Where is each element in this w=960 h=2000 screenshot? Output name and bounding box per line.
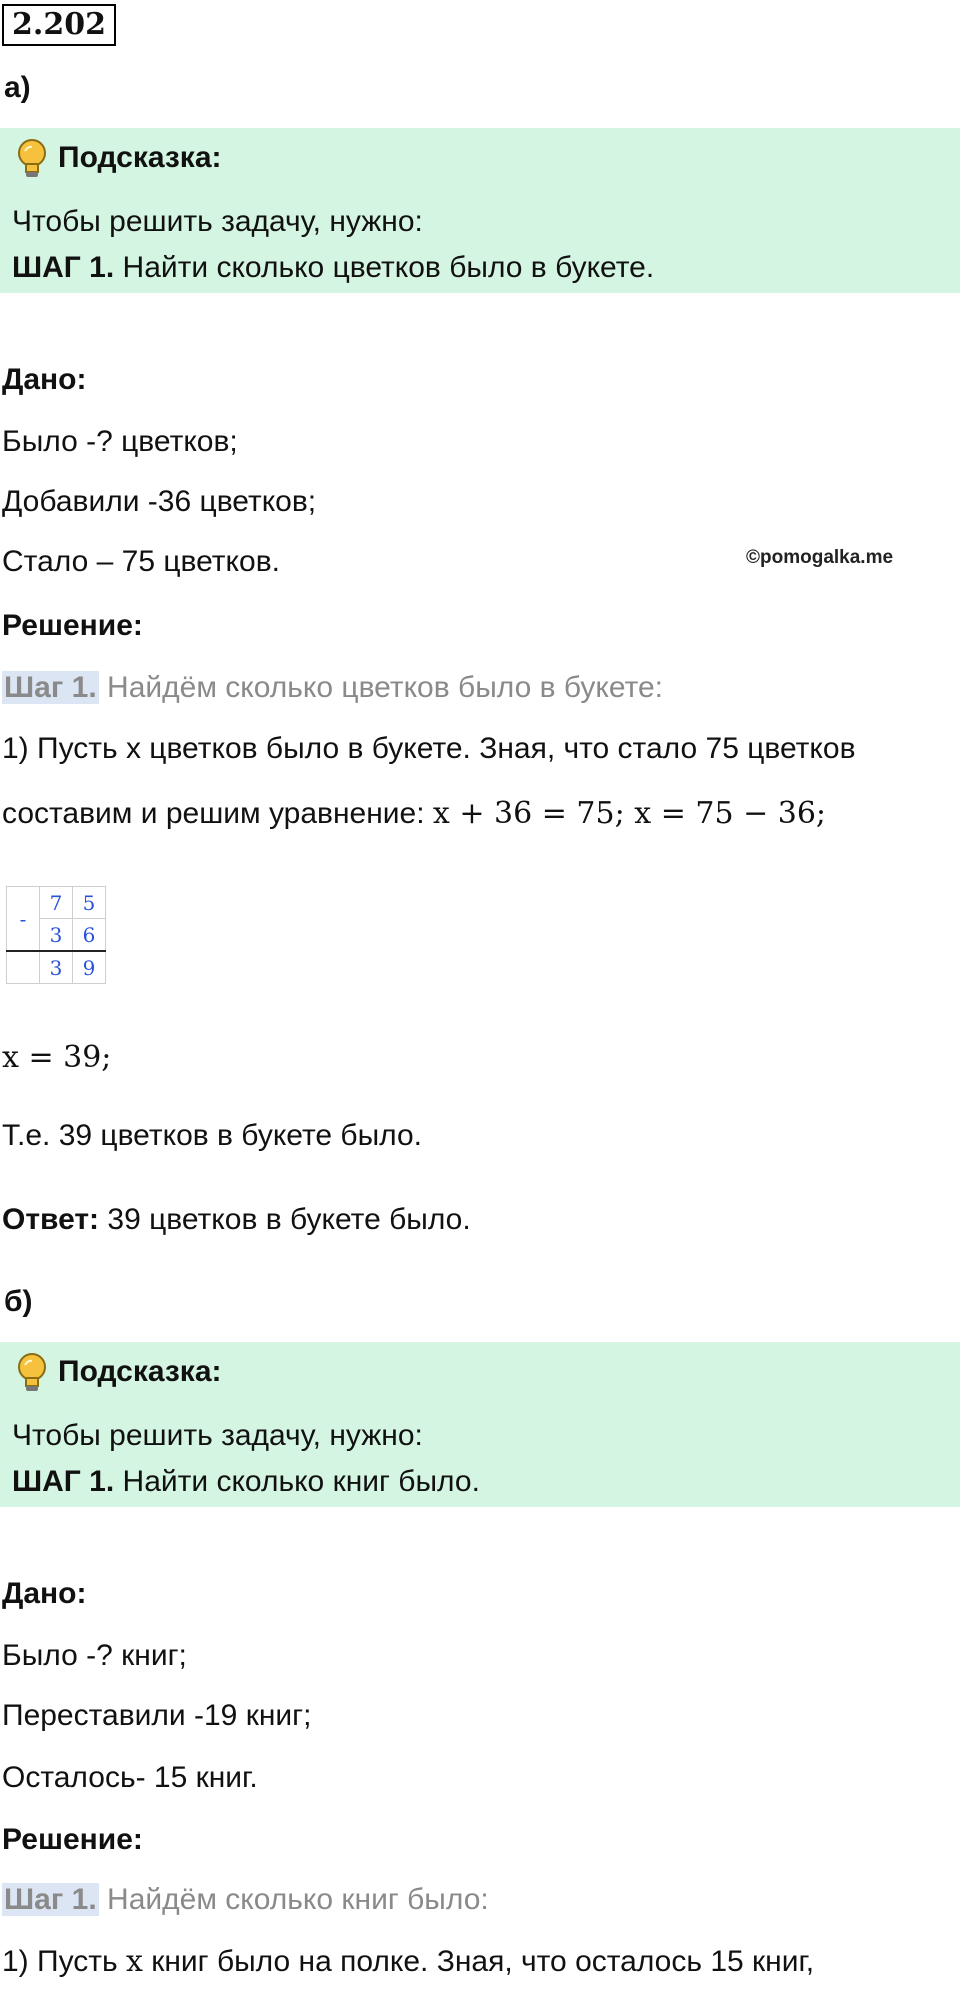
calc-digit: 9	[73, 951, 106, 984]
equation-intro: составим и решим уравнение:	[2, 797, 433, 830]
step-text: Найдём сколько книг было:	[98, 1883, 489, 1916]
solution-line-a-2	[2, 796, 826, 832]
solution-line-a-1: 1) Пусть х цветков было в букете. Зная, что стало 75 цветков	[2, 732, 856, 765]
step-label: Шаг 1.	[4, 671, 97, 704]
conclusion-a: Т.е. 39 цветков в букете было.	[2, 1119, 422, 1152]
hint-box-a	[0, 128, 960, 293]
hint-step	[12, 1464, 480, 1500]
hint-title: Подсказка:	[58, 141, 222, 174]
calc-empty-cell	[7, 951, 40, 984]
given-title-a: Дано:	[2, 363, 87, 396]
step-text: Найдём сколько цветков было в букете:	[98, 671, 663, 704]
watermark: ©pomogalka.me	[746, 547, 894, 568]
subtraction-column	[6, 886, 106, 984]
given-line-a-1: Было -? цветков;	[2, 425, 238, 458]
calc-digit: 3	[40, 951, 73, 984]
given-title-b: Дано:	[2, 1577, 87, 1610]
task-number: 2.202	[2, 4, 116, 46]
lightbulb-icon	[14, 138, 50, 180]
result-equation: x = 39;	[2, 1040, 112, 1075]
hint-step-label: ШАГ 1.	[12, 1465, 115, 1498]
answer-label: Ответ:	[2, 1203, 100, 1236]
minus-sign: -	[7, 887, 40, 952]
hint-step	[12, 250, 654, 286]
calc-digit: 7	[40, 887, 73, 919]
hint-box-b	[0, 1342, 960, 1507]
variable: x	[125, 1944, 143, 1979]
given-line-b-1: Было -? книг;	[2, 1639, 187, 1672]
solution-title-b: Решение:	[2, 1823, 143, 1856]
part-a-label: а)	[4, 71, 31, 104]
given-line-a-3: Стало – 75 цветков.	[2, 545, 280, 578]
hint-step-text: Найти сколько книг было.	[114, 1465, 480, 1498]
calc-digit: 3	[40, 919, 73, 952]
answer-text: 39 цветков в букете было.	[99, 1203, 471, 1236]
lightbulb-icon	[14, 1352, 50, 1394]
part-b-label: б)	[4, 1285, 33, 1318]
solution-title-a: Решение:	[2, 609, 143, 642]
hint-step-text: Найти сколько цветков было в букете.	[114, 251, 655, 284]
line-start: 1) Пусть	[2, 1945, 126, 1978]
answer-a	[2, 1202, 471, 1238]
hint-intro: Чтобы решить задачу, нужно:	[12, 1419, 423, 1452]
step-line-a	[2, 670, 663, 706]
hint-title: Подсказка:	[58, 1355, 222, 1388]
step-line-b	[2, 1882, 489, 1918]
step-label: Шаг 1.	[4, 1883, 97, 1916]
hint-intro: Чтобы решить задачу, нужно:	[12, 205, 423, 238]
equation: x + 36 = 75; x = 75 − 36;	[432, 796, 827, 831]
calc-digit: 6	[73, 919, 106, 952]
given-line-b-3: Осталось- 15 книг.	[2, 1761, 258, 1794]
calc-digit: 5	[73, 887, 106, 919]
line-end: книг было на полке. Зная, что осталось 15 книг,	[142, 1945, 815, 1978]
given-line-b-2: Переставили -19 книг;	[2, 1699, 312, 1732]
hint-step-label: ШАГ 1.	[12, 251, 115, 284]
solution-line-b-1	[2, 1944, 814, 1980]
given-line-a-2: Добавили -36 цветков;	[2, 485, 317, 518]
